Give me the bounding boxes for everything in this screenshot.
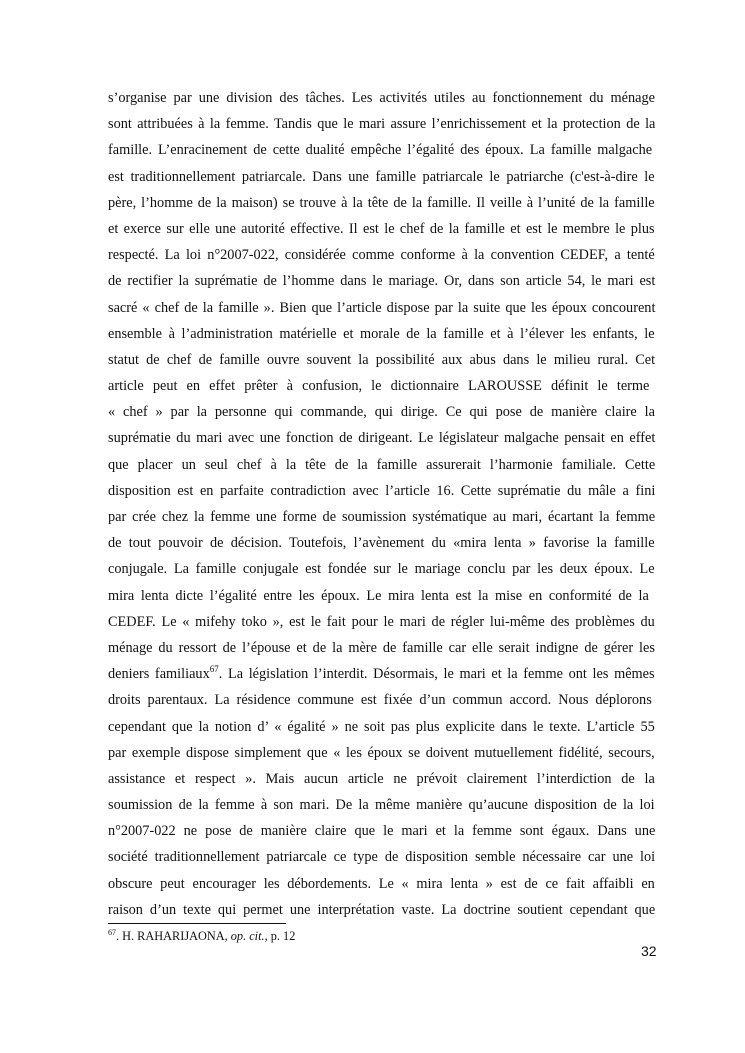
footnote-pages: p. 12 (267, 929, 296, 943)
footnote-separator (108, 923, 286, 924)
footnote-italic-text: op. cit., (230, 929, 268, 943)
text-line: conjugale. La famille conjugale est fondée sur le mariage conclu par les deux époux. Le (108, 561, 655, 578)
text-line: famille. L’enracinement de cette dualité empêche l’égalité des époux. La famille malgache (108, 142, 653, 159)
page-number: 32 (641, 943, 657, 959)
text-line: assistance et respect ». Mais aucun article ne prévoit clairement l’interdiction de la (108, 770, 655, 787)
footnote-reference: 67 (209, 664, 219, 675)
text-line: obscure peut encourager les débordements. Le « mira lenta » est de ce fait affaibli en (108, 875, 655, 892)
text-line: raison d’un texte qui permet une interprétation vaste. La doctrine soutient cependant que (108, 901, 656, 918)
text-line: ensemble à l’administration matérielle et morale de la famille et à l’élever les enfants, le (108, 325, 655, 342)
text-line-with-footnote-ref (108, 661, 655, 687)
text-line: père, l’homme de la maison) se trouve à la tête de la famille. Il veille à l’unité de la famille (108, 194, 655, 211)
text-line: par exemple dispose simplement que « les époux se doivent mutuellement fidélité, secours, (108, 744, 655, 761)
text-line: mira lenta dicte l’égalité entre les époux. Le mira lenta est la mise en conformité de la (108, 587, 649, 604)
text-line: cependant que la notion d’ « égalité » ne soit pas plus explicite dans le texte. L’article 55 (108, 718, 655, 735)
text-segment: deniers familiaux (108, 666, 210, 683)
text-line: et exerce sur elle une autorité effective. Il est le chef de la famille et est le membre le plus (108, 220, 655, 237)
footnote-number: 67 (108, 927, 116, 937)
text-line: droits parentaux. La résidence commune est fixée d’un commun accord. Nous déplorons (108, 692, 652, 709)
text-line: de rectifier la suprématie de l’homme dans le mariage. Or, dans son article 54, le mari est (108, 273, 656, 290)
text-line: est traditionnellement patriarcale. Dans une famille patriarcale le patriarche (c'est-à-dire le (108, 168, 655, 185)
text-line: sacré « chef de la famille ». Bien que l’article dispose par la suite que les époux concourent (108, 299, 656, 316)
text-line: de tout pouvoir de décision. Toutefois, l’avènement du «mira lenta » favorise la famille (108, 535, 655, 552)
text-line: article peut en effet prêter à confusion, le dictionnaire LAROUSSE définit le terme (108, 378, 650, 395)
text-line: sont attribuées à la femme. Tandis que le mari assure l’enrichissement et la protection de la (108, 116, 656, 133)
text-line: ménage du ressort de l’épouse et de la mère de famille car elle serait indigne de gérer les (108, 639, 655, 656)
text-line: s’organise par une division des tâches. Les activités utiles au fonctionnement du ménage (108, 90, 655, 106)
text-line: suprématie du mari avec une fonction de dirigeant. Le législateur malgache pensait en effet (108, 430, 656, 447)
text-line: « chef » par la personne qui commande, qui dirige. Ce qui pose de manière claire la (108, 404, 655, 421)
text-segment: . La législation l’interdit. Désormais, le mari et la femme ont les mêmes (218, 666, 655, 683)
text-line: n°2007-022 ne pose de manière claire que le mari et la femme sont égaux. Dans une (108, 823, 656, 840)
text-line: société traditionnellement patriarcale ce type de disposition semble nécessaire car une loi (108, 849, 656, 866)
text-line: CEDEF. Le « mifehy toko », est le fait pour le mari de régler lui-même des problèmes du (108, 613, 655, 630)
body-text (108, 85, 655, 923)
text-line: soumission de la femme à son mari. De la même manière qu’aucune disposition de la loi (108, 797, 655, 814)
text-line: respecté. La loi n°2007-022, considérée comme conforme à la convention CEDEF, a tenté (108, 247, 655, 264)
text-line: que placer un seul chef à la tête de la famille assurerait l’harmonie familiale. Cette (108, 456, 656, 473)
text-line: disposition est en parfaite contradiction avec l’article 16. Cette suprématie du mâle a fini (108, 482, 656, 499)
footnote (108, 929, 295, 944)
text-line: par crée chez la femme une forme de soumission systématique au mari, écartant la femme (108, 509, 656, 525)
text-line: statut de chef de famille ouvre souvent la possibilité aux abus dans le milieu rural. Cet (108, 351, 656, 368)
footnote-text: . H. RAHARIJAONA, (116, 929, 231, 943)
